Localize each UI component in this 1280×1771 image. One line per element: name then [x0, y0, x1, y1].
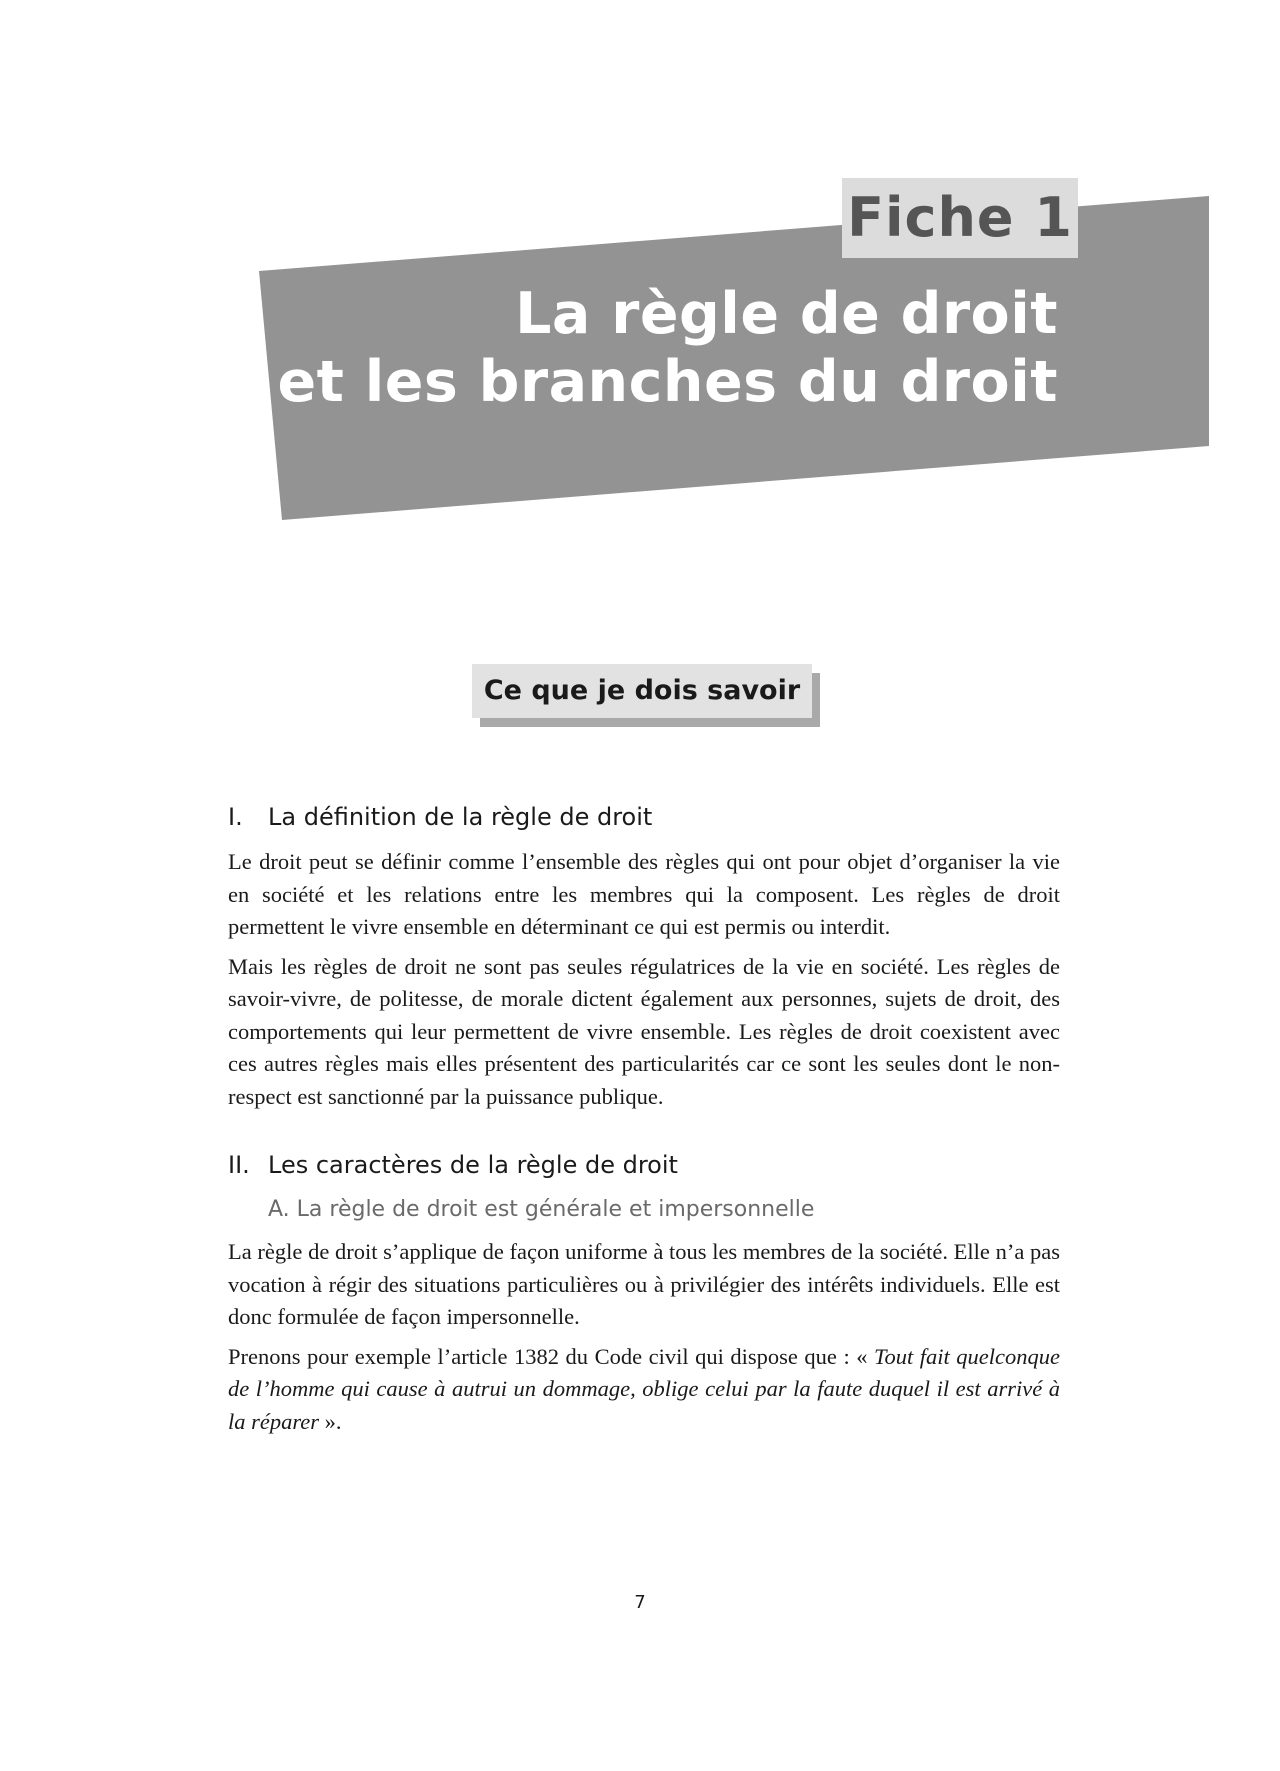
page-title	[277, 280, 1058, 416]
section-1-paragraph-1: Le droit peut se définir comme l’ensemble des règles qui ont pour objet d’organiser la vie en société et les relations entre les membres qui la composent. Les règles de droit permettent le vivre ensemble en déterminant ce qui est permis ou interdit.	[228, 849, 1060, 939]
article-quote: Tout fait quelconque de l’homme qui cause à autrui un dommage, oblige celui par la faute duquel il est arrivé à la réparer	[228, 1343, 1060, 1434]
section-1-paragraph-2: Mais les règles de droit ne sont pas seules régulatrices de la vie en société. Les règles de savoir-vivre, de politesse, de morale dictent également aux personnes, sujets de droit, des comportements qui leur permettent de vivre ensemble. Les règles de droit coexistent avec ces autres règles mais elles présentent des particularités car ce sont les seules dont le non-respect est sanctionné par la puissance publique.	[228, 953, 1060, 1109]
article-end: ».	[319, 1408, 342, 1434]
savoir-box-wrapper	[472, 664, 812, 718]
savoir-box: Ce que je dois savoir	[472, 664, 812, 718]
fiche-label: Fiche 1	[842, 178, 1078, 258]
page-title-line1: La règle de droit	[515, 281, 1058, 347]
section-2-heading	[228, 1148, 1060, 1182]
section-1-heading	[228, 800, 1060, 834]
subsection-a-paragraph-1: La règle de droit s’applique de façon uniforme à tous les membres de la société. Elle n’a pas vocation à régir des situations particulières ou à privilégier des intérêts individuels. Elle est donc formulée de façon impersonnelle.	[228, 1239, 1060, 1329]
subsection-a-paragraph-2	[228, 1341, 1060, 1439]
subsection-a-title: A. La règle de droit est générale et impersonnelle	[268, 1197, 815, 1222]
page-number: 7	[634, 1592, 646, 1613]
main-content	[228, 800, 1060, 1445]
section-gap	[228, 1120, 1060, 1148]
section-1-title: La définition de la règle de droit	[268, 803, 653, 831]
section-2-number: II.	[228, 1151, 250, 1179]
section-1-number: I.	[228, 803, 243, 831]
page-title-line2: et les branches du droit	[277, 349, 1058, 415]
article-intro: Prenons pour exemple l’article 1382 du Code civil qui dispose que : «	[228, 1343, 875, 1369]
section-2-title: Les caractères de la règle de droit	[268, 1151, 678, 1179]
